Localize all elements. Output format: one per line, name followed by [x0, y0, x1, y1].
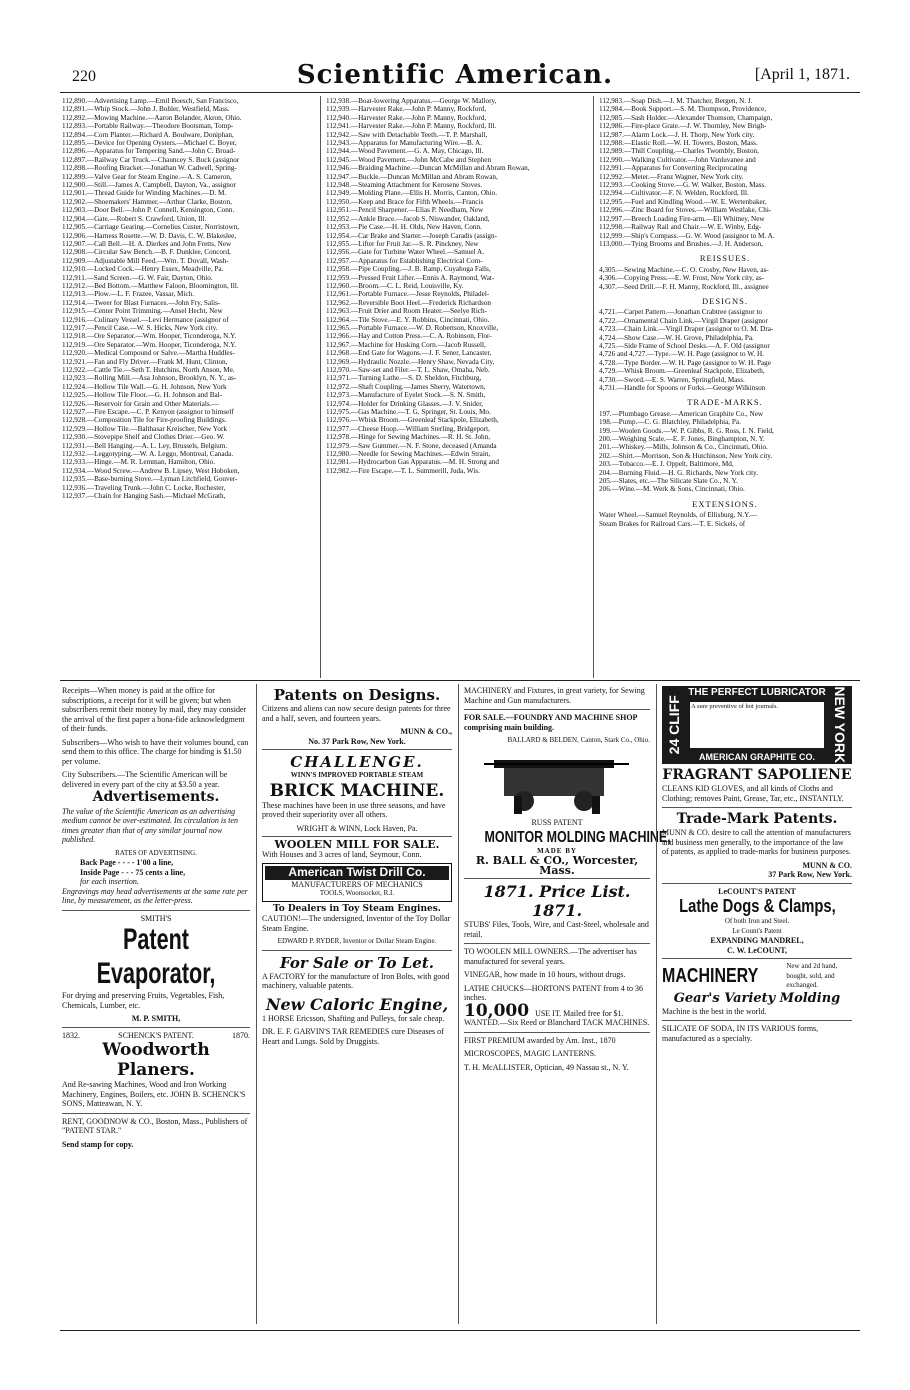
patent-entry: 112,913.—Plow.—L. F. Frazee, Vassar, Mich.	[62, 290, 195, 299]
column-divider	[458, 684, 459, 1324]
patent-entry: 112,983.—Soap Dish.—J. M. Thatcher, Bergen, N. J.	[599, 97, 753, 105]
made-by-label: MADE BY	[537, 846, 577, 855]
r-ball-name: R. BALL & CO., Worcester, Mass.	[475, 854, 639, 877]
column-divider	[256, 684, 257, 1324]
ads-column-2	[262, 686, 452, 1326]
patent-entry: 112,892.—Mowing Machine.—Aaron Bolander, Akron, Ohio.	[62, 113, 242, 122]
patent-entry: 112,907.—Call Bell.—H. A. Dierkes and John Fretts, New	[62, 239, 232, 248]
lathe-dogs-title: Lathe Dogs & Clamps,	[679, 896, 836, 916]
patent-entry: 112,924.—Hollow Tile Wall.—G. H. Johnson, New York	[62, 382, 227, 391]
use-it-text: USE IT. Mailed free for $1.	[535, 1008, 624, 1018]
patent-entry: 112,930.—Stovepipe Shelf and Clothes Drier.—Geo. W.	[62, 433, 225, 442]
lathe-dogs-subtitle: Of both Iron and Steel.	[724, 917, 790, 925]
advertisements-heading: Advertisements.	[92, 789, 220, 805]
patent-entry: 112,926.—Reservoir for Grain and Other Materials.—	[62, 399, 219, 408]
patent-entry: 112,964.—Tile Stove.—E. Y. Robbins, Cincinnati, Ohio.	[326, 315, 490, 324]
patent-entry: 112,919.—Ore Separator.—Wm. Hooper, Ticonderoga, N.Y.	[62, 340, 237, 349]
patent-entry: 112,911.—Sand Screen.—G. W. Fair, Dayton, Ohio.	[62, 273, 213, 282]
lubricator-cliff-label: 24 CLIFF	[666, 695, 683, 755]
patent-entry: 112,989.—Thill Coupling.—Charles Twombly, Boston,	[599, 147, 759, 156]
patent-entry: 112,908.—Circular Saw Bench.—B. F. Dunklee, Concord,	[62, 248, 231, 257]
machinery-ad: MACHINERY and Fixtures, in great variety, for Sewing Machine and Gun manufacturers.	[464, 686, 645, 705]
patent-entry: 112,915.—Center Point Trimming.—Ansel Hecht, New	[62, 307, 223, 316]
ad-divider	[262, 836, 452, 837]
patent-entry: 112,991.—Apparatus for Converting Reciprocating	[599, 164, 748, 173]
trademark-entry: 201.—Whiskey.—Mills, Johnson & Co., Cincinnati, Ohio.	[599, 443, 768, 452]
patent-entry: 112,970.—Saw-set and Filer.—T. L. Shaw, Omaha, Neb.	[326, 366, 490, 374]
patent-entry: 112,949.—Molding Plane.—Ellis H. Morris, Canton, Ohio.	[326, 189, 498, 198]
patent-entry: 112,972.—Shaft Coupling.—James Sherry, Watertown,	[326, 382, 486, 391]
trademark-text: MUNN & CO. desire to call the attention of manufacturers and business men generally, to the importance of the law of patents, as applied to trade-marks for business purposes.	[662, 828, 851, 856]
molding-machine-illustration	[464, 746, 650, 816]
reissues-heading: REISSUES.	[699, 253, 751, 264]
munn-address-2: 37 Park Row, New York.	[768, 870, 852, 879]
schencks-patent: SCHENCK'S PATENT.	[118, 1030, 194, 1040]
patent-entry: 112,891.—Whip Stock.—John J. Bohler, Westfield, Mass.	[62, 105, 230, 114]
woolen-mill-title: WOOLEN MILL FOR SALE.	[274, 838, 440, 851]
patent-entry: 112,986.—Fire-place Grate.—J. W. Thornley, New Brigh-	[599, 122, 767, 131]
patent-entry: 112,903.—Door Bell.—John P. Connell, Kensington, Conn.	[62, 206, 235, 215]
patent-entry: 112,890.—Advertising Lamp.—Emil Boesch, San Francisco,	[62, 97, 239, 105]
page-number: 220	[72, 68, 96, 85]
machinery-text: New and 2d hand, bought, sold, and exchanged.	[786, 962, 838, 989]
patent-entry: 112,952.—Ankle Brace.—Jacob S. Niswander, Oakland,	[326, 214, 490, 223]
munn-address: No. 37 Park Row, New York.	[308, 736, 406, 746]
extensions-list	[599, 511, 851, 528]
design-entry: 4,731.—Handle for Spoons or Forks.—George Wilkinson	[599, 384, 766, 392]
patent-entry: 112,978.—Hinge for Sewing Machines.—R. H. St. John,	[326, 433, 491, 442]
toy-steam-text: CAUTION!—The undersigned, Inventor of the Toy Dollar Steam Engine.	[262, 914, 451, 933]
vinegar-ad: VINEGAR, how made in 10 hours, without drugs.	[464, 970, 626, 979]
patent-entry: 112,923.—Rolling Mill.—Asa Johnson, Brooklyn, N. Y., as-	[62, 374, 237, 383]
expanding-mandrel: EXPANDING MANDREL,	[710, 936, 804, 945]
patent-entry: 112,895.—Device for Opening Oysters.—Michael C. Boyer,	[62, 139, 237, 148]
ad-divider	[662, 883, 852, 884]
insertion-note: for each insertion.	[80, 877, 139, 886]
patent-entry: 112,982.—Fire Escape.—T. L. Summerill, Juda, Wis.	[326, 466, 480, 475]
patent-entry: 112,941.—Harvester Rake.—John P. Manny, Rockford, Ill.	[326, 122, 497, 131]
patent-entry: 112,954.—Car Brake and Starter.—Joseph Caradis (assign-	[326, 231, 498, 240]
patent-entry: 112,899.—Valve Gear for Steam Engine.—A. S. Cameron,	[62, 172, 232, 181]
design-entry: 4,721.—Carpet Pattern.—Jonathan Crabtree (assignor to	[599, 308, 763, 317]
patent-entry: 112,974.—Holder for Drinking Glasses.—J. V. Snider,	[326, 399, 484, 408]
trademark-entry: 203.—Tobacco.—E. J. Oppelt, Baltimore, Md,	[599, 460, 734, 469]
caloric-engine-title: New Caloric Engine,	[265, 994, 449, 1014]
design-entry: 4,723.—Chain Link.—Virgil Draper (assignor to O. M. Dra-	[599, 325, 774, 334]
patent-entry: 112,935.—Base-burning Stove.—Lyman Litchfield, Gouver-	[62, 475, 238, 484]
munn-name-2: MUNN & CO.	[802, 860, 852, 870]
patent-entry: 112,920.—Medical Compound or Salve.—Martha Huddles-	[62, 349, 235, 358]
patent-entry: 112,977.—Cheese Hoop.—William Sterling, Bridgeport,	[326, 424, 490, 433]
patent-entry: 112,898.—Roofing Bracket.—Jonathan W. Cadwell, Spring-	[62, 164, 237, 173]
patent-entry: 112,928.—Composition Tile for Fire-proofing Buildings.	[62, 416, 227, 425]
patent-entry: 112,956.—Gate for Turbine Water Wheel.—Samuel A.	[326, 248, 484, 257]
patent-entry: 112,897.—Railway Car Truck.—Chauncey S. Buck (assignor	[62, 155, 240, 164]
ad-divider	[62, 1113, 250, 1114]
silicate-ad: SILICATE OF SODA, IN ITS VARIOUS forms, manufactured as a specialty.	[662, 1024, 819, 1043]
patent-entry: 112,894.—Corn Planter.—Richard A. Boulware, Doniphan,	[62, 130, 234, 139]
patent-entry: 112,962.—Reversible Boot Heel.—Frederick Richardson	[326, 298, 492, 307]
schenck-header	[62, 1031, 250, 1041]
lubricator-newyork-label: NEW YORK	[831, 686, 848, 764]
patent-entry: 112,896.—Apparatus for Tempering Sand.—John C. Broad-	[62, 147, 236, 156]
lubricator-title: THE PERFECT LUBRICATOR	[688, 687, 826, 698]
ad-divider	[262, 950, 452, 951]
lubricator-company: AMERICAN GRAPHITE CO.	[698, 751, 815, 762]
patent-entry: 112,953.—Pie Case.—H. H. Olds, New Haven, Conn.	[326, 223, 482, 232]
trademark-entry: 204.—Burning Fluid.—H. G. Richards, New York city.	[599, 468, 759, 477]
trademark-entry: 199.—Woolen Goods.—W. P. Gibbs, R. G. Ross, I. N. Field,	[599, 426, 774, 435]
woodworth-text: And Re-sawing Machines, Wood and Iron Working Machinery, Engines, Boilers, etc. JOHN B. SCHENCK'S SONS, Matteawan, N. Y.	[62, 1080, 246, 1108]
design-entry: 4,726 and 4,727.—Type.—W. H. Page (assignor to W. H.	[599, 350, 764, 359]
city-subscribers-notice: City Subscribers.—The Scientific American will be delivered in every part of the city at $3.50 a year.	[62, 770, 228, 789]
for-sale-text: A FACTORY for the manufacture of Iron Bolts, with good machinery, valuable patents.	[262, 971, 450, 990]
ads-column-1	[62, 686, 250, 1326]
inside-page-rate: Inside Page - - - 75 cents a line,	[80, 867, 186, 877]
section-rule	[60, 680, 860, 681]
reissue-entry: 4,306.—Copying Press.—E. W. Frost, New York city, as-	[599, 274, 765, 283]
patent-entry: 112,976.—Whisk Broom.—Greenleaf Stackpole, Elizabeth,	[326, 416, 499, 425]
patent-entry: 112,944.—Wood Pavement.—G. A. May, Chicago, Ill.	[326, 147, 484, 156]
tar-remedies-ad: DR. E. F. GARVIN'S TAR REMEDIES cure Diseases of Heart and Lungs. Sold by Druggists.	[262, 1027, 444, 1046]
patent-entry: 112,900.—Still.—James A. Campbell, Dayton, Va., assignor	[62, 181, 236, 190]
ads-column-4	[662, 686, 852, 1326]
reissues-list	[599, 266, 851, 291]
patent-entry: 112,932.—Leggotyping.—W. A. Leggo, Montreal, Canada.	[62, 450, 234, 459]
patent-entry: 112,927.—Fire Escape.—C. P. Kenyon (assignor to himself	[62, 408, 234, 417]
monitor-molding-title: MONITOR MOLDING MACHINE,	[484, 828, 671, 846]
trademark-entry: 198.—Pump.—C. G. Blatchley, Philadelphia, Pa.	[599, 418, 741, 427]
patent-entry: 112,984.—Book Support.—S. M. Thompson, Providence,	[599, 105, 767, 114]
twist-drill-title: American Twist Drill Co.	[265, 866, 449, 880]
lubricator-text: A sure preventive of hot journals.	[690, 702, 824, 748]
trademarks-heading: TRADE-MARKS.	[687, 397, 763, 408]
ad-divider	[662, 807, 852, 808]
patent-entry: 112,993.—Cooking Stove.—G. W. Walker, Boston, Mass.	[599, 181, 767, 190]
woolen-owners-ad: TO WOOLEN MILL OWNERS.—The advertiser has manufactured for several years.	[464, 947, 637, 966]
patent-list-column-1	[62, 97, 314, 677]
evaporator-signature: M. P. SMITH,	[131, 1014, 181, 1023]
trademark-entry: 202.—Shirt.—Morrison, Son & Hutchinson, New York city.	[599, 451, 773, 460]
patent-entry: 112,947.—Buckle.—Duncan McMillan and Abram Rowan,	[326, 172, 498, 181]
design-entry: 4,728.—Type Border.—W. H. Page (assignor to W. H. Page	[599, 358, 771, 367]
first-premium-ad: FIRST PREMIUM awarded by Am. Inst., 1870	[464, 1035, 616, 1045]
gear-text: Machine is the best in the world.	[662, 1006, 767, 1016]
patent-entry: 112,975.—Gas Machine.—T. G. Springer, St. Louis, Mo.	[326, 408, 491, 417]
patent-entry: 112,967.—Machine for Husking Corn.—Jacob Russell,	[326, 340, 486, 349]
reissue-entry: 4,307.—Seed Drill.—F. H. Manny, Rockford, Ill., assignee	[599, 282, 769, 291]
patent-entry: 112,971.—Turning Lathe.—S. D. Sheldon, Fitchburg,	[326, 374, 482, 383]
trademark-entry: 206.—Wine.—M. Werk & Sons, Cincinnati, Ohio.	[599, 485, 745, 494]
patent-entry: 112,955.—Lifter for Fruit Jar.—S. R. Pinckney, New	[326, 239, 479, 248]
patent-entry: 112,936.—Traveling Trunk.—John C. Locke, Rochester,	[62, 483, 226, 492]
patent-entry: 112,957.—Apparatus for Establishing Electrical Com-	[326, 256, 483, 265]
lecount-patent-2: Le Count's Patent	[732, 926, 782, 935]
patent-entry: 112,937.—Chain for Hanging Sash.—Michael McGrath,	[62, 492, 226, 501]
year-1870: 1870.	[232, 1030, 250, 1040]
patent-entry: 112,945.—Wood Pavement.—John McCabe and Stephen	[326, 155, 492, 164]
patent-entry: 112,916.—Culinary Vessel.—Levi Hermance (assignor of	[62, 315, 229, 324]
ad-divider	[662, 958, 852, 959]
winns-label: WINN'S IMPROVED PORTABLE STEAM	[290, 771, 424, 779]
for-sale-title: For Sale or To Let.	[279, 953, 434, 972]
patent-entry: 112,909.—Adjustable Mill Feed.—Wm. T. Duvall, Wash-	[62, 256, 229, 265]
toy-steam-signature: EDWARD P. RYDER, Inventor or Dollar Steam Engine.	[277, 937, 437, 945]
advertising-value-text: The value of the Scientific American as an advertising medium cannot be over-estimated. Its circulation is ten times greater than that of any similar journal now published.	[62, 806, 238, 844]
patent-entry: 112,902.—Shoemakers' Hammer.—Arthur Clarke, Boston,	[62, 197, 232, 206]
rates-heading: RATES OF ADVERTISING.	[115, 848, 197, 857]
patent-entry: 112,959.—Pressed Fruit Lifter.—Ennis A. Raymond, Wat-	[326, 273, 495, 282]
ad-divider	[262, 749, 452, 750]
lecount-patent-label: LeCOUNT'S PATENT	[718, 886, 796, 896]
patent-entries	[599, 97, 851, 248]
toy-steam-title: To Dealers in Toy Steam Engines.	[273, 903, 441, 914]
patent-entry: 112,985.—Sash Holder.—Alexander Thomson, Champaign,	[599, 113, 773, 122]
patent-entry: 112,961.—Portable Furnace.—Jesse Reynolds, Philadel-	[326, 290, 490, 299]
extensions-heading: EXTENSIONS.	[692, 498, 758, 509]
trademark-entry: 200.—Weighing Scale.—E. F. Jones, Binghampton, N. Y.	[599, 435, 765, 444]
extension-entry: Steam Brakes for Railroad Cars.—T. E. Sickels, of	[599, 519, 746, 528]
patent-entry: 112,934.—Wood Screw.—Andrew B. Lipsey, West Hoboken,	[62, 466, 240, 475]
patent-entry: 112,948.—Steaming Attachment for Kerosene Stoves.	[326, 181, 483, 190]
ad-divider	[464, 878, 650, 879]
patent-entry: 112,979.—Saw Gummer.—N. F. Stone, deceased (Amanda	[326, 441, 497, 450]
fragrant-text: CLEANS KID GLOVES, and all kinds of Cloths and Clothing; removes Paint, Grease, Tar, etc., INSTANTLY.	[662, 784, 844, 803]
header-rule	[60, 92, 860, 93]
patent-entry: 112,996.—Zinc Board for Stoves.—William Westlake, Chi-	[599, 206, 772, 215]
ballard-signature: BALLARD & BELDEN, Canton, Stark Co., Ohio.	[507, 736, 650, 744]
rent-goodnow-ad: RENT, GOODNOW & CO., Boston, Mass., Publishers of "PATENT STAR."	[62, 1116, 248, 1135]
patent-entry: 112,921.—Fan and Fly Driver.—Frank M. Hunt, Clinton,	[62, 357, 228, 366]
patent-entry: 112,906.—Harness Rosette.—W. D. Davis, C. W. Blakeslee,	[62, 231, 237, 240]
brick-machine-title: BRICK MACHINE.	[269, 780, 445, 801]
patent-entry: 112,905.—Carriage Gearing.—Cornelius Custer, Norristown,	[62, 223, 240, 232]
patent-entry: 113,000.—Tying Brooms and Brushes.—J. H. Anderson,	[599, 239, 763, 248]
patent-list-column-2	[326, 97, 588, 677]
patent-entry: 112,995.—Fuel and Kindling Wood.—W. E. Wertenbaker,	[599, 197, 767, 206]
patent-entry: 112,980.—Needle for Sewing Machines.—Edwin Strain,	[326, 450, 491, 459]
patent-entry: 112,925.—Hollow Tile Floor.—G. H. Johnson and Bal-	[62, 391, 223, 400]
patent-entry: 112,987.—Alarm Lock.—J. H. Thorp, New York city.	[599, 130, 755, 139]
back-page-rate: Back Page - - - - 1'00 a line,	[80, 858, 174, 867]
issue-date: [April 1, 1871.	[754, 66, 850, 83]
machinery-title: MACHINERY	[662, 964, 759, 987]
designs-list	[599, 308, 851, 392]
ad-divider	[62, 1027, 250, 1028]
ad-divider	[464, 1032, 650, 1033]
receipts-notice: Receipts—When money is paid at the office for subscriptions, a receipt for it will be given; but when subscribers remit their money by mail, they may consider the arrival of the first paper a bona-fide acknowledgment of their funds.	[62, 686, 247, 733]
column-divider	[656, 684, 657, 1324]
trademark-entry: 205.—Slates, etc.—The Silicate Slate Co., N. Y.	[599, 477, 738, 486]
patent-entry: 112,929.—Hollow Tile.—Balthasar Kreischer, New York	[62, 424, 227, 433]
price-list-title: 1871. Price List. 1871.	[483, 882, 631, 920]
evaporator-text: For drying and preserving Fruits, Vegetables, Fish, Chemicals, Lumber, etc.	[62, 991, 225, 1010]
patent-entry: 112,968.—End Gate for Wagons.—J. F. Sener, Lancaster,	[326, 349, 492, 358]
patents-on-designs-title: Patents on Designs.	[273, 686, 441, 704]
design-entry: 4,724.—Show Case.—W. H. Grove, Philadelphia, Pa.	[599, 333, 754, 342]
patent-entry: 112,981.—Hydrocarbon Gas Apparatus.—M. H. Strong and	[326, 458, 500, 467]
column-divider	[593, 96, 594, 678]
trademark-patents-title: Trade-Mark Patents.	[676, 811, 838, 827]
patent-entry: 112,910.—Locked Cock.—Henry Essex, Meadville, Pa.	[62, 265, 224, 274]
patent-evaporator-title: Patent Evaporator,	[96, 923, 216, 990]
ad-divider	[662, 1020, 852, 1021]
patent-entry: 112,933.—Hinge.—M. R. Lemman, Hamilton, Ohio.	[62, 458, 216, 467]
challenge-title: CHALLENGE.	[290, 753, 424, 771]
copying-book-ad	[464, 1000, 650, 1021]
ten-thousand-label: 10,000	[464, 1000, 530, 1021]
patent-entry: 112,958.—Pipe Coupling.—J. B. Ramp, Cuyahoga Falls,	[326, 265, 491, 274]
woodworth-planers-title: Woodworth Planers.	[102, 1040, 210, 1080]
ad-divider	[464, 709, 650, 710]
patent-entry: 112,992.—Meter.—Franz Wagner, New York city.	[599, 172, 744, 181]
patent-entry: 112,988.—Elastic Roll.—W. H. Towers, Boston, Mass.	[599, 139, 758, 148]
patent-entry: 112,999.—Ship's Compass.—G. W. Wood (assignor to M. A.	[599, 231, 775, 240]
patent-entry: 112,966.—Hay and Cotton Press.—C. A. Robinson, Flor-	[326, 332, 492, 341]
patent-entry: 112,990.—Walking Cultivator.—John Vanluvanee and	[599, 155, 756, 164]
patent-entry: 112,951.—Pencil Sharpener.—Elias P. Needham, New	[326, 206, 484, 215]
design-entry: 4,722.—Ornamental Chain Link.—Virgil Draper (assignor	[599, 316, 768, 325]
patent-entry: 112,938.—Boat-lowering Apparatus.—George W. Mallory,	[326, 97, 497, 105]
ad-divider	[464, 943, 650, 944]
patent-entry: 112,969.—Hydraulic Nozzle.—Henry Shaw, Nevada City,	[326, 357, 495, 366]
send-stamp-note: Send stamp for copy.	[62, 1139, 134, 1149]
fragrant-sapoliene-title: FRAGRANT SAPOLIENE	[662, 767, 852, 783]
twist-drill-tools: TOOLS, Woonsocket, R.I.	[319, 889, 395, 897]
microscopes-ad: MICROSCOPES, MAGIC LANTERNS.	[464, 1049, 597, 1058]
mcallister-signature: T. H. McALLISTER, Optician, 49 Nassau st., N. Y.	[464, 1062, 629, 1072]
patent-entry: 112,950.—Keep and Brace for Fifth Wheels.—Francis	[326, 197, 484, 206]
design-entry: 4,730.—Sword.—E. S. Warren, Springfield, Mass.	[599, 375, 745, 384]
ad-divider	[62, 910, 250, 911]
patent-entry: 112,946.—Braiding Machine.—Duncan McMillan and Abram Rowan,	[326, 164, 530, 173]
patent-entry: 112,943.—Apparatus for Manufacturing Wire.—B. A.	[326, 139, 483, 148]
patent-entry: 112,960.—Broom.—C. L. Reid, Louisville, Ky.	[326, 281, 464, 290]
ads-column-3	[464, 686, 671, 1326]
patent-entry: 112,922.—Cattle Tie.—Seth T. Hutchins, North Anson, Me.	[62, 366, 235, 374]
patent-entry: 112,963.—Fruit Drier and Room Heater.—Seelye Rich-	[326, 307, 488, 316]
russ-patent-label: RUSS PATENT	[531, 818, 583, 827]
column-divider	[320, 96, 321, 678]
stubs-ad: STUBS' Files, Tools, Wire, and Cast-Steel, wholesale and retail.	[464, 920, 649, 939]
tack-machines-ad: WANTED.—Six Reed or Blanchard TACK MACHINES.	[464, 1018, 650, 1027]
twist-drill-manufacturers: MANUFACTURERS OF MECHANICS	[291, 879, 423, 889]
patent-entry: 112,912.—Bed Bottom.—Matthew Faloon, Bloomington, Ill.	[62, 281, 239, 290]
smiths-label: SMITH'S	[140, 913, 172, 923]
woolen-text: With Houses and 3 acres of land, Seymour, Conn.	[262, 849, 422, 859]
machinery-ad-2	[662, 962, 852, 991]
year-1832: 1832.	[62, 1030, 80, 1040]
patent-entry: 112,901.—Thread Guide for Winding Machines.—D. M.	[62, 189, 227, 198]
perfect-lubricator-ad	[662, 686, 852, 764]
gear-molding-title: Gear's Variety Molding	[673, 990, 841, 1006]
subscribers-notice: Subscribers—Who wish to have their volumes bound, can send them to this office. The charge for binding is $1.50 per volume.	[62, 737, 249, 766]
footer-rule	[60, 1330, 860, 1331]
extension-entry: Water Wheel.—Samuel Reynolds, of Ellisburg, N.Y.—	[599, 511, 758, 520]
trademark-entry: 197.—Plumbago Grease.—American Graphite Co., New	[599, 409, 764, 418]
brick-signature: WRIGHT & WINN, Lock Haven, Pa.	[296, 823, 418, 833]
munn-name: MUNN & CO.,	[400, 727, 452, 736]
design-entry: 4,729.—Whisk Broom.—Greenleaf Stackpole, Elizabeth,	[599, 367, 765, 376]
patent-entry: 112,973.—Manufacture of Eyelet Stock.—S. N. Smith,	[326, 391, 486, 400]
designs-text: Citizens and aliens can now secure design patents for three and a half, seven, and fourteen years.	[262, 704, 451, 723]
caloric-text: 1 HORSE Ericsson, Shafting and Pulleys, for sale cheap.	[262, 1013, 445, 1023]
patent-entry: 112,997.—Breech Loading Fire-arm.—Eli Whitney, New	[599, 214, 765, 223]
lathe-chucks-ad: LATHE CHUCKS—HORTON'S PATENT from 4 to 36 inches.	[464, 983, 644, 1002]
foundry-for-sale-ad: FOR SALE.—FOUNDRY AND MACHINE SHOP comprising main building.	[464, 713, 637, 732]
patent-entry: 112,931.—Bell Hanging.—A. L. Ley, Brussels, Belgium.	[62, 441, 228, 450]
patent-entry: 112,893.—Portable Railway.—Theodore Bootsman, Tomp-	[62, 122, 234, 131]
patent-entry: 112,965.—Portable Furnace.—W. D. Robertson, Knoxville,	[326, 323, 499, 332]
brick-text: These machines have been in use three seasons, and have proved their superiority over all others.	[262, 800, 446, 819]
patent-entry: 112,904.—Gate.—Robert S. Crawford, Union, Ill.	[62, 214, 207, 223]
trademarks-list	[599, 410, 851, 494]
patent-entry: 112,994.—Cultivator.—F. N. Welden, Rockford, Ill.	[599, 189, 749, 198]
design-entry: 4,725.—Side Frame of School Desks.—A. F. Old (assignor	[599, 341, 770, 350]
patent-entry: 112,917.—Pencil Case.—W. S. Hicks, New York city.	[62, 323, 218, 332]
patent-entry: 112,939.—Harvester Rake.—John P. Manny, Rockford,	[326, 105, 487, 114]
patent-list-column-3	[599, 97, 851, 677]
patent-entry: 112,940.—Harvester Rake.—John P. Manny, Rockford,	[326, 113, 487, 122]
reissue-entry: 4,305.—Sewing Machine.—C. O. Crosby, New Haven, as-	[599, 265, 769, 274]
twist-drill-ad	[262, 863, 452, 902]
patent-entry: 112,998.—Railway Rail and Chair.—W. E. Winby, Edg-	[599, 223, 762, 232]
masthead-title: Scientific American.	[296, 60, 614, 90]
patent-entry: 112,942.—Saw with Detachable Teeth.—T. P. Marshall,	[326, 130, 488, 139]
engravings-note: Engravings may head advertisements at the same rate per line, by measurement, as the letter-press.	[62, 886, 248, 905]
lecount-signature: C. W. LeCOUNT,	[726, 945, 788, 955]
patent-entry: 112,914.—Tweer for Blast Furnaces.—John Fry, Salis-	[62, 298, 221, 307]
designs-heading: DESIGNS.	[701, 295, 749, 306]
patent-entry: 112,918.—Ore Separator.—Wm. Hooper, Ticonderoga, N.Y.	[62, 332, 237, 341]
